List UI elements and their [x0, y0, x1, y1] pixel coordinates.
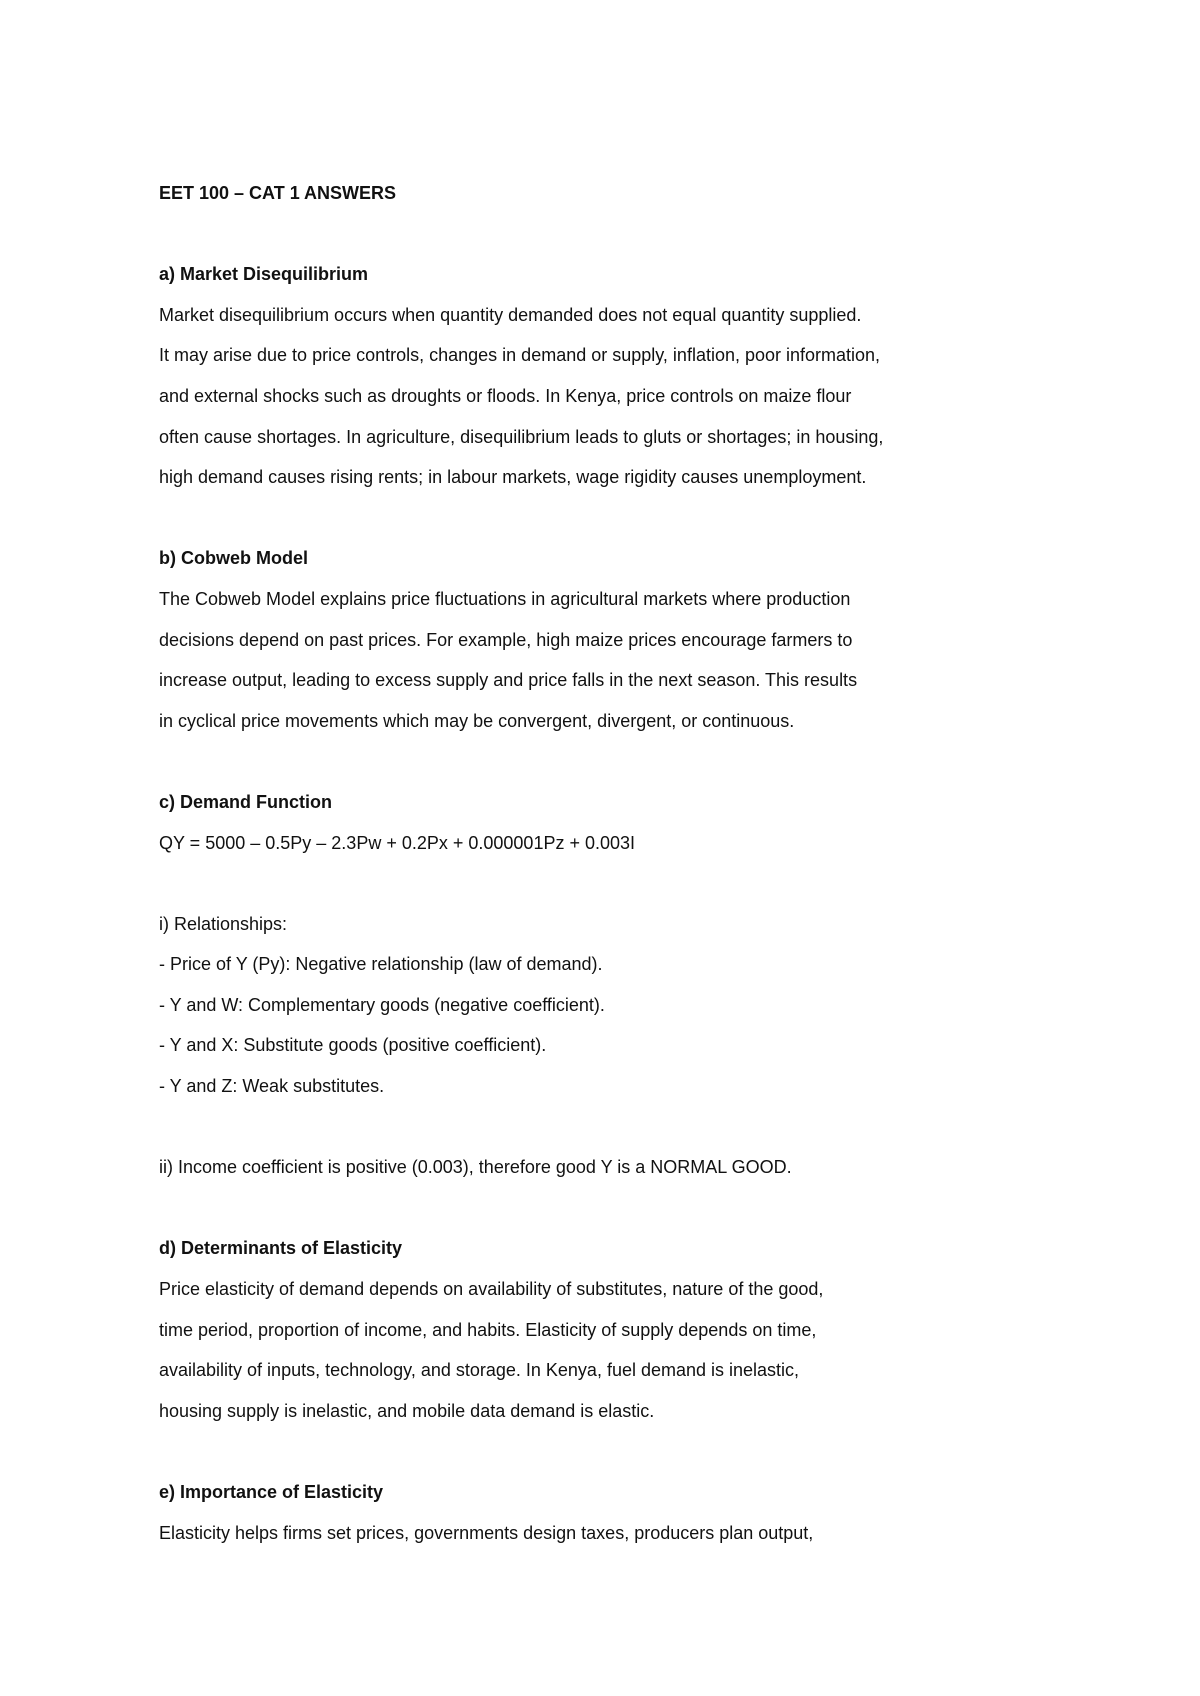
spacer: [159, 214, 1059, 255]
relationships-heading: i) Relationships:: [159, 913, 288, 934]
section-d-heading: d) Determinants of Elasticity: [159, 1238, 403, 1259]
relationship-item: - Y and X: Substitute goods (positive coefficient).: [159, 1035, 547, 1056]
document-body: [159, 173, 1059, 1553]
relationship-item: - Y and Z: Weak substitutes.: [159, 1076, 385, 1097]
section-a-line: Market disequilibrium occurs when quantity demanded does not equal quantity supplied.: [159, 304, 862, 325]
relationship-item: - Price of Y (Py): Negative relationship (law of demand).: [159, 954, 603, 975]
spacer: [159, 741, 1059, 782]
section-c-heading: c) Demand Function: [159, 791, 333, 812]
section-d-line: time period, proportion of income, and habits. Elasticity of supply depends on time,: [159, 1319, 817, 1340]
section-b-heading: b) Cobweb Model: [159, 548, 308, 569]
spacer: [159, 1107, 1059, 1148]
section-a-line: often cause shortages. In agriculture, disequilibrium leads to gluts or shortages; in housing,: [159, 426, 884, 447]
section-e-line: Elasticity helps firms set prices, governments design taxes, producers plan output,: [159, 1522, 814, 1543]
demand-equation: QY = 5000 – 0.5Py – 2.3Pw + 0.2Px + 0.000001Pz + 0.003I: [159, 832, 636, 853]
income-note: ii) Income coefficient is positive (0.003), therefore good Y is a NORMAL GOOD.: [159, 1157, 792, 1178]
spacer: [159, 1431, 1059, 1472]
spacer: [159, 863, 1059, 904]
section-b-line: The Cobweb Model explains price fluctuations in agricultural markets where production: [159, 588, 851, 609]
section-d-line: availability of inputs, technology, and storage. In Kenya, fuel demand is inelastic,: [159, 1360, 800, 1381]
section-a-line: It may arise due to price controls, changes in demand or supply, inflation, poor information,: [159, 345, 881, 366]
section-b-line: decisions depend on past prices. For example, high maize prices encourage farmers to: [159, 629, 853, 650]
section-a-line: high demand causes rising rents; in labour markets, wage rigidity causes unemployment.: [159, 467, 867, 488]
section-a-line: and external shocks such as droughts or floods. In Kenya, price controls on maize flour: [159, 385, 852, 406]
section-b-line: in cyclical price movements which may be convergent, divergent, or continuous.: [159, 710, 795, 731]
section-a-heading: a) Market Disequilibrium: [159, 264, 369, 285]
spacer: [159, 498, 1059, 539]
section-d-line: Price elasticity of demand depends on availability of substitutes, nature of the good,: [159, 1279, 824, 1300]
document-title: EET 100 – CAT 1 ANSWERS: [159, 183, 397, 203]
section-b-line: increase output, leading to excess supply and price falls in the next season. This results: [159, 670, 858, 691]
spacer: [159, 1188, 1059, 1229]
section-e-heading: e) Importance of Elasticity: [159, 1482, 384, 1502]
section-d-line: housing supply is inelastic, and mobile data demand is elastic.: [159, 1400, 655, 1421]
relationship-item: - Y and W: Complementary goods (negative coefficient).: [159, 994, 605, 1015]
